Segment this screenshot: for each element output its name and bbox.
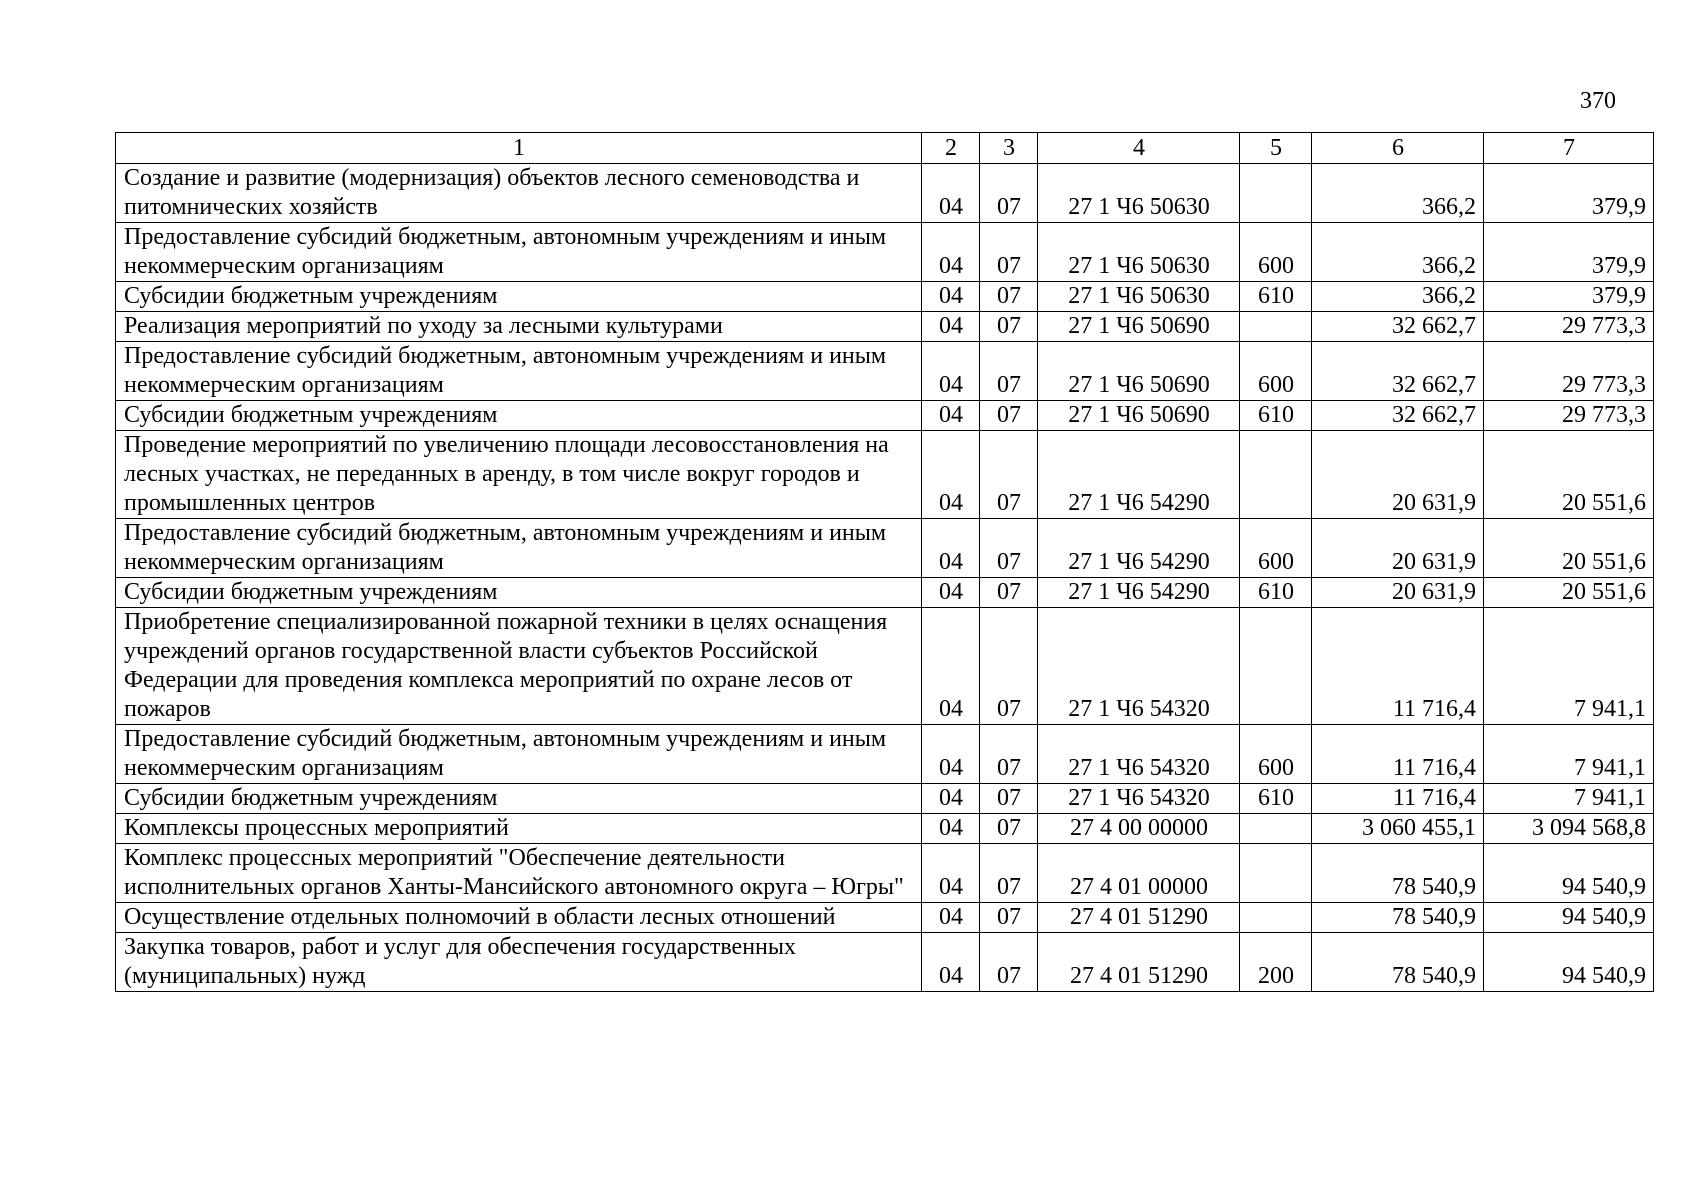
row-target-article: 27 1 Ч6 54320 (1038, 725, 1240, 784)
row-amount-col6: 3 060 455,1 (1312, 814, 1484, 844)
row-target-article: 27 4 01 00000 (1038, 844, 1240, 903)
row-name: Создание и развитие (модернизация) объектов лесного семеноводства и питомнических хозяйств (116, 164, 922, 223)
row-expense-type (1240, 164, 1312, 223)
table-row (116, 519, 1654, 578)
row-section: 04 (922, 608, 980, 725)
row-expense-type: 600 (1240, 725, 1312, 784)
row-amount-col7: 379,9 (1484, 164, 1654, 223)
row-section: 04 (922, 223, 980, 282)
row-name: Предоставление субсидий бюджетным, автономным учреждениям и иным некоммерческим организациям (116, 223, 922, 282)
row-target-article: 27 1 Ч6 50630 (1038, 164, 1240, 223)
row-section: 04 (922, 933, 980, 992)
table-row (116, 401, 1654, 431)
row-amount-col6: 11 716,4 (1312, 725, 1484, 784)
row-amount-col6: 32 662,7 (1312, 342, 1484, 401)
row-section: 04 (922, 578, 980, 608)
row-amount-col7: 94 540,9 (1484, 933, 1654, 992)
row-section: 04 (922, 342, 980, 401)
table-row (116, 784, 1654, 814)
row-target-article: 27 1 Ч6 54290 (1038, 578, 1240, 608)
row-target-article: 27 1 Ч6 54320 (1038, 608, 1240, 725)
row-expense-type: 610 (1240, 401, 1312, 431)
table-row (116, 223, 1654, 282)
table-row (116, 903, 1654, 933)
row-target-article: 27 1 Ч6 50690 (1038, 401, 1240, 431)
row-subsection: 07 (980, 431, 1038, 519)
row-subsection: 07 (980, 933, 1038, 992)
row-expense-type: 610 (1240, 784, 1312, 814)
row-section: 04 (922, 282, 980, 312)
table-row (116, 933, 1654, 992)
row-target-article: 27 1 Ч6 50630 (1038, 223, 1240, 282)
row-target-article: 27 1 Ч6 54290 (1038, 431, 1240, 519)
row-expense-type (1240, 431, 1312, 519)
row-name: Субсидии бюджетным учреждениям (116, 401, 922, 431)
row-target-article: 27 1 Ч6 54320 (1038, 784, 1240, 814)
row-section: 04 (922, 903, 980, 933)
row-amount-col6: 366,2 (1312, 223, 1484, 282)
row-amount-col6: 20 631,9 (1312, 519, 1484, 578)
row-amount-col6: 20 631,9 (1312, 578, 1484, 608)
row-amount-col6: 20 631,9 (1312, 431, 1484, 519)
row-amount-col6: 11 716,4 (1312, 608, 1484, 725)
row-subsection: 07 (980, 282, 1038, 312)
row-target-article: 27 4 01 51290 (1038, 933, 1240, 992)
column-header-3: 3 (980, 133, 1038, 164)
table-row (116, 431, 1654, 519)
row-expense-type: 600 (1240, 223, 1312, 282)
row-name: Приобретение специализированной пожарной техники в целях оснащения учреждений органов государственной власти субъектов Российской Федерации для проведения комплекса мероприятий по охране лесов от пожаров (116, 608, 922, 725)
row-amount-col7: 3 094 568,8 (1484, 814, 1654, 844)
row-subsection: 07 (980, 223, 1038, 282)
row-amount-col7: 20 551,6 (1484, 431, 1654, 519)
row-section: 04 (922, 814, 980, 844)
row-amount-col6: 32 662,7 (1312, 312, 1484, 342)
row-name: Комплекс процессных мероприятий "Обеспечение деятельности исполнительных органов Ханты-Мансийского автономного округа – Югры" (116, 844, 922, 903)
row-amount-col7: 29 773,3 (1484, 312, 1654, 342)
row-amount-col7: 29 773,3 (1484, 401, 1654, 431)
row-section: 04 (922, 519, 980, 578)
row-expense-type: 610 (1240, 578, 1312, 608)
row-amount-col6: 366,2 (1312, 164, 1484, 223)
row-amount-col7: 29 773,3 (1484, 342, 1654, 401)
row-name: Комплексы процессных мероприятий (116, 814, 922, 844)
table-row (116, 282, 1654, 312)
row-expense-type: 600 (1240, 519, 1312, 578)
column-header-5: 5 (1240, 133, 1312, 164)
row-expense-type (1240, 608, 1312, 725)
row-section: 04 (922, 784, 980, 814)
row-name: Субсидии бюджетным учреждениям (116, 282, 922, 312)
table-row (116, 578, 1654, 608)
row-target-article: 27 1 Ч6 50630 (1038, 282, 1240, 312)
header-row (116, 133, 1654, 164)
row-section: 04 (922, 844, 980, 903)
row-target-article: 27 1 Ч6 50690 (1038, 342, 1240, 401)
row-target-article: 27 4 01 51290 (1038, 903, 1240, 933)
table-row (116, 312, 1654, 342)
row-subsection: 07 (980, 164, 1038, 223)
row-amount-col6: 78 540,9 (1312, 933, 1484, 992)
row-amount-col7: 94 540,9 (1484, 844, 1654, 903)
row-expense-type: 200 (1240, 933, 1312, 992)
row-name: Осуществление отдельных полномочий в области лесных отношений (116, 903, 922, 933)
row-target-article: 27 1 Ч6 50690 (1038, 312, 1240, 342)
row-section: 04 (922, 725, 980, 784)
row-expense-type (1240, 844, 1312, 903)
column-header-7: 7 (1484, 133, 1654, 164)
row-subsection: 07 (980, 608, 1038, 725)
row-name: Предоставление субсидий бюджетным, автономным учреждениям и иным некоммерческим организациям (116, 342, 922, 401)
row-name: Реализация мероприятий по уходу за лесными культурами (116, 312, 922, 342)
row-name: Субсидии бюджетным учреждениям (116, 784, 922, 814)
row-subsection: 07 (980, 312, 1038, 342)
row-subsection: 07 (980, 578, 1038, 608)
row-name: Субсидии бюджетным учреждениям (116, 578, 922, 608)
row-subsection: 07 (980, 342, 1038, 401)
row-name: Проведение мероприятий по увеличению площади лесовосстановления на лесных участках, не переданных в аренду, в том числе вокруг городов и промышленных центров (116, 431, 922, 519)
row-subsection: 07 (980, 519, 1038, 578)
row-expense-type (1240, 903, 1312, 933)
row-amount-col7: 20 551,6 (1484, 578, 1654, 608)
row-target-article: 27 4 00 00000 (1038, 814, 1240, 844)
row-amount-col7: 94 540,9 (1484, 903, 1654, 933)
row-subsection: 07 (980, 844, 1038, 903)
row-subsection: 07 (980, 401, 1038, 431)
table-row (116, 608, 1654, 725)
table-row (116, 164, 1654, 223)
row-amount-col6: 366,2 (1312, 282, 1484, 312)
row-expense-type: 610 (1240, 282, 1312, 312)
row-amount-col7: 7 941,1 (1484, 784, 1654, 814)
column-header-1: 1 (116, 133, 922, 164)
table-row (116, 814, 1654, 844)
row-amount-col6: 78 540,9 (1312, 903, 1484, 933)
row-section: 04 (922, 431, 980, 519)
column-header-6: 6 (1312, 133, 1484, 164)
table-row (116, 342, 1654, 401)
row-name: Закупка товаров, работ и услуг для обеспечения государственных (муниципальных) нужд (116, 933, 922, 992)
row-subsection: 07 (980, 903, 1038, 933)
row-amount-col7: 20 551,6 (1484, 519, 1654, 578)
row-amount-col7: 7 941,1 (1484, 725, 1654, 784)
row-section: 04 (922, 401, 980, 431)
column-header-4: 4 (1038, 133, 1240, 164)
row-section: 04 (922, 312, 980, 342)
row-section: 04 (922, 164, 980, 223)
row-amount-col6: 11 716,4 (1312, 784, 1484, 814)
budget-table (115, 132, 1654, 992)
row-subsection: 07 (980, 725, 1038, 784)
row-expense-type: 600 (1240, 342, 1312, 401)
page-number: 370 (1580, 88, 1616, 114)
row-expense-type (1240, 814, 1312, 844)
row-name: Предоставление субсидий бюджетным, автономным учреждениям и иным некоммерческим организациям (116, 519, 922, 578)
row-subsection: 07 (980, 814, 1038, 844)
row-amount-col7: 379,9 (1484, 282, 1654, 312)
table-row (116, 844, 1654, 903)
row-amount-col7: 379,9 (1484, 223, 1654, 282)
row-expense-type (1240, 312, 1312, 342)
row-amount-col7: 7 941,1 (1484, 608, 1654, 725)
row-target-article: 27 1 Ч6 54290 (1038, 519, 1240, 578)
table-row (116, 725, 1654, 784)
column-header-2: 2 (922, 133, 980, 164)
row-name: Предоставление субсидий бюджетным, автономным учреждениям и иным некоммерческим организациям (116, 725, 922, 784)
row-amount-col6: 32 662,7 (1312, 401, 1484, 431)
row-amount-col6: 78 540,9 (1312, 844, 1484, 903)
row-subsection: 07 (980, 784, 1038, 814)
